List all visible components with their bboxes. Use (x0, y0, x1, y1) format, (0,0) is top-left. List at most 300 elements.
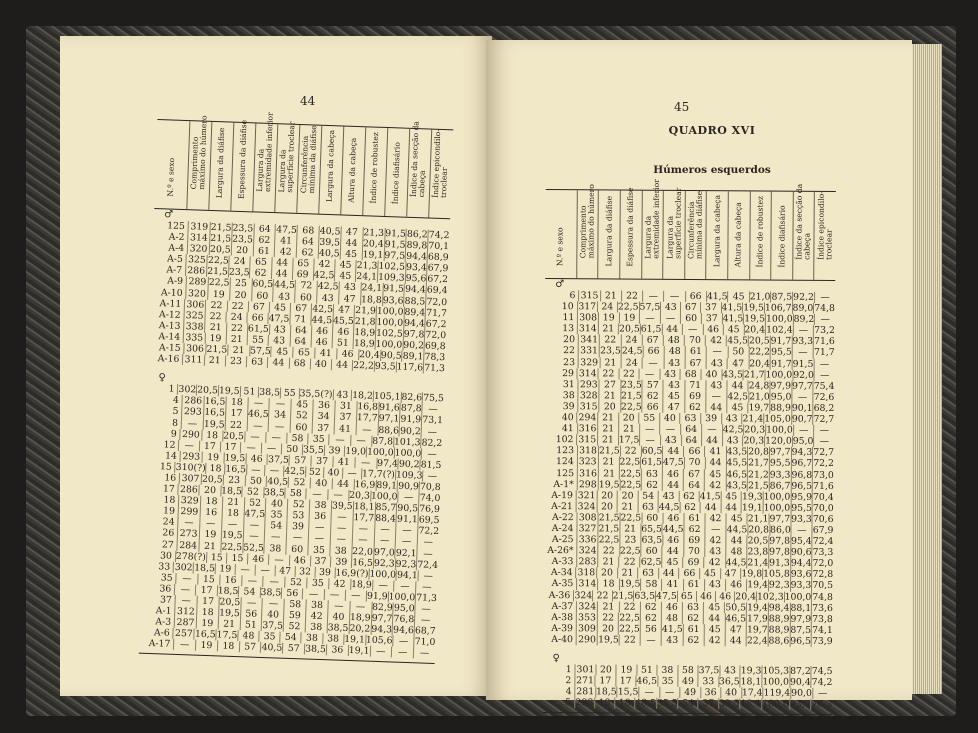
table-cell: 22 (598, 546, 619, 557)
table-cell: 302 (174, 561, 193, 574)
column-header (662, 187, 684, 279)
table-cell: 71 (289, 313, 310, 325)
table-cell: 105,0 (764, 413, 791, 425)
table-cell: 44 (703, 613, 724, 624)
table-cell: 30 (159, 549, 173, 562)
table-cell: 62 (641, 479, 662, 490)
table-cell: A-6 (153, 627, 170, 640)
table-cell: 44 (271, 257, 293, 269)
table-header (154, 112, 453, 219)
table-cell: 94,4 (403, 317, 425, 330)
table-cell: — (373, 535, 395, 547)
female-symbol: ♀ (552, 653, 560, 665)
table-cell: 71,3 (416, 592, 438, 604)
table-cell: 65,5 (641, 523, 662, 535)
table-cell: 87,5 (790, 624, 812, 636)
column-header-label: Largura da cabeça (324, 129, 337, 203)
table-cell: 45 (291, 399, 313, 411)
table-cell: 42,5 (722, 424, 744, 436)
table-cell: 70,1 (428, 240, 450, 253)
table-cell: 316 (577, 468, 598, 479)
table-cell: 60 (251, 290, 273, 302)
table-cell: — (660, 313, 681, 324)
table-cell: 72,4 (812, 535, 834, 548)
table-cell: 315 (578, 290, 599, 301)
table-cell: 32 (294, 566, 314, 578)
table-cell: 16,5 (225, 463, 247, 476)
table-cell: 40 (261, 609, 283, 621)
page-number: 44 (300, 94, 316, 108)
table-cell: — (323, 589, 345, 601)
table-cell: 45 (334, 260, 356, 272)
table-cell: 41,5 (699, 490, 721, 502)
table-cell: 73,6 (812, 602, 833, 614)
table-cell: 72,7 (813, 447, 835, 459)
table-cell: 100,0 (388, 591, 416, 604)
table-cell: 37 (310, 455, 332, 467)
table-cell: 18 (206, 463, 225, 475)
table-cell: 43,5 (722, 368, 743, 381)
table-cell: 37 (334, 412, 356, 424)
table-cell: 22,5 (619, 612, 640, 624)
table-cell: 94,6 (392, 624, 415, 637)
table-cell: 22,5 (620, 401, 642, 413)
table-row (543, 634, 833, 647)
table-cell: A-9 (167, 275, 184, 288)
table-cell: 321 (577, 489, 596, 502)
table-cell: 47 (338, 293, 360, 305)
table-cell: 17 (615, 676, 635, 687)
table-cell: 46 (702, 324, 723, 335)
table-cell: 19,5 (619, 578, 641, 591)
table-cell: A-16 (157, 353, 180, 366)
table-cell: 22,4 (746, 635, 768, 647)
table-cell: 21 (598, 324, 619, 335)
table-cell: 45,5 (727, 335, 748, 347)
table-cell: 89,0 (792, 302, 814, 314)
table-cell: 94,4 (404, 284, 426, 296)
table-cell: — (414, 614, 436, 626)
table-cell: 51 (636, 665, 657, 676)
table-cell: 40 (561, 412, 574, 424)
table-cell: 42,5 (727, 391, 749, 403)
table-cell: 39 (324, 445, 345, 457)
table-cell: 21 (198, 540, 220, 552)
column-header (727, 191, 749, 279)
table-cell: 273 (177, 528, 199, 540)
table-cell: 40 (310, 359, 332, 371)
table-cell: 37,5 (267, 453, 290, 466)
table-cell: 293 (181, 406, 203, 418)
table-cell: 47 (725, 624, 746, 635)
table-cell: 82,6 (401, 391, 423, 404)
table-cell: 50,5 (725, 601, 747, 614)
table-cell: 100,0 (762, 676, 790, 688)
table-cell: 17 (195, 585, 217, 597)
table-cell: 21,5 (747, 480, 769, 492)
table-cell: 18,8 (360, 293, 382, 306)
table-cell: 22,2 (749, 346, 771, 359)
table-cell: 87,8 (400, 402, 422, 415)
table-cell: 67 (680, 302, 700, 313)
table-cell: 40 (701, 369, 722, 380)
table-cell: 19,5 (598, 634, 619, 646)
table-cell: 43 (704, 580, 725, 591)
table-cell: — (421, 426, 443, 438)
table-cell: 91,1 (396, 513, 418, 526)
table-cell: 23,5 (228, 266, 250, 279)
table-cell: 41,5 (706, 291, 728, 303)
left-page (60, 36, 492, 696)
table-cell: 22,5 (221, 541, 243, 553)
table-cell: 43 (706, 358, 727, 369)
table-cell: 62 (249, 268, 270, 280)
table-cell: 37 (309, 555, 330, 567)
table-cell: 72,0 (812, 558, 834, 570)
table-cell: 47 (663, 402, 684, 413)
table-cell: 46,5 (636, 675, 658, 687)
table-cell: 22 (620, 446, 641, 457)
column-header (770, 192, 792, 280)
table-cell: 102,5 (378, 261, 406, 274)
table-cell: — (173, 639, 195, 651)
table-cell: 62 (682, 613, 703, 624)
table-cell: — (640, 635, 661, 646)
table-cell: 44 (726, 380, 747, 391)
table-cell: — (255, 564, 275, 576)
table-cell: 56 (240, 608, 262, 620)
table-cell: 257 (173, 628, 195, 640)
table-cell: 11 (562, 312, 575, 324)
table-cell: 81,5 (420, 459, 442, 471)
table-cell: 88,9 (770, 402, 791, 414)
table-cell: 21,8 (354, 315, 376, 328)
table-cell: 63 (641, 468, 662, 479)
table-cell: A-24 (551, 523, 574, 535)
table-cell: — (240, 442, 261, 454)
table-cell: 35 (258, 631, 280, 643)
table-cell: 21 (227, 345, 249, 357)
table-cell: 314 (578, 367, 597, 380)
table-cell: 21,5 (598, 523, 620, 535)
table-cell: 21 (598, 468, 619, 479)
table-cell: — (345, 590, 367, 602)
table-cell: 20 (563, 334, 576, 346)
column-header-label: Largura da diáfise (214, 127, 227, 199)
table-cell: 44,5 (726, 524, 748, 536)
table-cell: 306 (183, 343, 205, 355)
table-cell: 18,9 (353, 337, 375, 350)
table-cell: — (413, 648, 435, 660)
table-cell: 54 (279, 632, 301, 644)
table-cell: 92,3 (768, 579, 790, 592)
table-cell: 48 (237, 630, 259, 642)
table-cell: 63,5 (634, 590, 656, 602)
table-cell: 39,5 (319, 236, 341, 249)
table-cell: 91,9 (400, 414, 422, 426)
table-cell: A-11 (159, 297, 182, 310)
table-cell: 19,4 (747, 602, 768, 614)
table-cell: 91,7 (770, 358, 792, 370)
table-cell: 100,0 (762, 698, 789, 710)
table-cell: 54 (238, 586, 260, 598)
column-header (545, 190, 577, 278)
table-cell: 17 (196, 596, 218, 608)
table-cell: 20,5 (748, 335, 770, 347)
table-cell: 40,5 (267, 476, 289, 488)
table-cell: 57 (239, 642, 261, 654)
table-cell: 20 (618, 413, 639, 424)
table-cell: 100,0 (375, 338, 403, 351)
table-cell: 4 (565, 686, 572, 698)
table-cell: 19 (598, 313, 619, 324)
table-cell: 93,3 (769, 469, 791, 481)
table-cell: 46,5 (725, 612, 747, 625)
table-cell: 302 (178, 384, 197, 396)
table-cell: 93,3 (790, 580, 812, 592)
table-cell: 46 (336, 348, 358, 360)
table-cell: 44 (701, 435, 722, 446)
table-cell: 97,5 (384, 250, 406, 262)
table-cell: 67 (642, 335, 663, 346)
table-cell: 90,0 (791, 687, 812, 700)
table-cell: 329 (178, 495, 200, 507)
table-cell: 21,5 (612, 590, 634, 602)
table-cell: 20,4 (744, 324, 766, 336)
table-cell: 45,5 (726, 457, 748, 469)
column-header-label: Índice de robustez (368, 131, 381, 204)
table-cell: 21,0 (749, 391, 770, 403)
table-cell: 35,5(?) (299, 388, 333, 401)
table-cell: 5 (172, 406, 179, 418)
column-header-label: Largura da superfície troclear (664, 187, 683, 260)
table-cell: 42,5 (284, 465, 306, 478)
table-cell: 74,2 (811, 676, 833, 689)
table-cell: 318 (577, 567, 596, 579)
table-cell: 293 (180, 451, 202, 463)
table-cell: 90,2 (403, 339, 425, 352)
column-header-label: Altura da cabeça (733, 202, 744, 268)
table-cell: 19 (201, 452, 223, 464)
table-cell: 61 (685, 346, 706, 357)
table-cell: 22 (618, 368, 639, 379)
table-cell: 15,5 (617, 686, 639, 698)
column-header (598, 190, 620, 278)
table-cell: 46 (715, 591, 734, 602)
table-cell: 87,5 (771, 291, 793, 303)
table-cell: 93,3 (792, 336, 814, 348)
table-cell: 82,9 (371, 601, 393, 614)
table-cell: 47,5 (268, 312, 290, 325)
table-cell: 19,1 (348, 645, 370, 658)
table-cell: 102,4 (766, 324, 793, 337)
table-cell: 93,6 (790, 569, 812, 581)
table-cell: 21,5 (207, 266, 229, 278)
table-row (542, 697, 832, 710)
table-cell: 42,5 (317, 281, 339, 293)
table-cell: 94,4 (405, 250, 428, 263)
column-header (576, 184, 598, 278)
table-cell: 21 (599, 357, 620, 368)
table-cell: 69 (684, 391, 705, 402)
column-header-label: Índice diafisário (776, 205, 787, 268)
table-cell: 43 (659, 368, 680, 379)
column-header (384, 128, 409, 217)
column-header-label: Espessura da diáfise (625, 187, 636, 267)
table-cell: 18 (196, 607, 218, 619)
table-cell: 311 (182, 354, 204, 366)
table-cell: 100,0 (763, 502, 791, 514)
table-cell: 19 (619, 313, 640, 324)
table-cell: 72,0 (425, 329, 447, 342)
column-header-label: Comprimento máximo do húmero (578, 184, 597, 259)
table-cell: 307 (179, 473, 201, 485)
table-cell: 91,5 (384, 239, 406, 251)
table-cell: 286 (178, 484, 200, 496)
table-cell: 9 (170, 428, 178, 440)
table-cell: 21 (600, 290, 621, 301)
table-cell: 43,5 (726, 479, 748, 491)
table-cell: 62 (253, 235, 275, 247)
table-cell: 2 (565, 675, 572, 687)
table-cell: 38,5 (260, 586, 282, 599)
table-cell: 16,8 (357, 401, 379, 414)
table-cell: 43 (705, 380, 726, 391)
table-cell: 23,5 (621, 379, 642, 391)
table-cell: 91,5 (792, 358, 814, 370)
page-edges (912, 44, 942, 694)
table-cell: 22 (563, 345, 576, 357)
table-cell: 31 (562, 378, 575, 390)
table-cell: 52 (242, 486, 264, 498)
table-cell: 45 (728, 291, 749, 302)
table-cell: 20,3 (349, 489, 371, 502)
table-cell: 16 (164, 472, 177, 484)
table-cell: — (813, 425, 834, 436)
table-cell: — (416, 548, 438, 560)
table-cell: — (330, 534, 352, 546)
table-cell: 67 (683, 468, 704, 479)
table-cell: — (263, 576, 285, 588)
table-cell: — (264, 531, 286, 543)
table-cell: 22 (619, 557, 640, 568)
table-cell: 21 (225, 333, 247, 345)
table-cell: 45 (699, 568, 720, 579)
table-cell: 73,1 (422, 414, 444, 427)
table-cell: 61 (683, 579, 704, 590)
table-cell: A-25 (551, 534, 574, 546)
table-cell: 51 (332, 337, 354, 349)
table-cell: 69 (682, 557, 703, 568)
table-cell: 22 (226, 322, 248, 334)
table-cell: 97,8 (403, 328, 425, 341)
table-cell: A-7 (166, 264, 183, 277)
table-cell: 14 (164, 450, 178, 462)
table-cell: 42,5 (312, 303, 334, 315)
table-cell: 39 (330, 556, 351, 568)
table-cell: 20,5 (219, 596, 241, 609)
table-cell: 25 (229, 278, 251, 290)
table-cell: 18,5 (220, 485, 243, 498)
table-cell: 336 (577, 534, 598, 545)
table-cell: 96,5 (790, 635, 812, 647)
table-cell: — (350, 435, 372, 447)
table-cell: 71,6 (813, 480, 834, 492)
table-cell: 23,5 (600, 345, 621, 357)
table-cell: 38,5 (304, 643, 327, 656)
table-cell: 27 (161, 538, 174, 551)
table-cell: 21,4 (747, 557, 769, 569)
table-cell: 92,1 (395, 547, 417, 559)
table-cell: 21 (598, 457, 619, 468)
table-cell: 34 (268, 409, 290, 421)
table-cell: 18 (614, 698, 634, 709)
table-cell: — (177, 517, 199, 529)
table-cell: 55 (247, 334, 269, 346)
table-cell: 47 (727, 358, 748, 369)
table-cell: 43,5 (726, 446, 748, 458)
table-cell: 40 (265, 498, 287, 510)
table-cell: 39 (286, 521, 308, 533)
table-cell: 46 (696, 591, 715, 602)
table-cell: 70 (684, 457, 705, 468)
table-cell: 42 (704, 535, 725, 546)
table-cell: 41 (662, 579, 683, 590)
table-cell: 63 (637, 501, 658, 512)
table-cell: 36 (326, 645, 348, 657)
table-cell: 21 (597, 557, 618, 568)
table-cell: 18 (217, 641, 239, 653)
table-cell: 71,7 (425, 307, 448, 319)
table-cell: A-1 (155, 605, 172, 617)
table-cell: 22,5 (619, 545, 641, 557)
table-cell: 1 (565, 664, 572, 676)
table-cell: 19 (204, 333, 226, 345)
table-cell: — (792, 347, 813, 358)
column-header-label: Altura da cabeça (346, 137, 359, 204)
table-cell: 320 (187, 243, 209, 255)
table-cell: 97,9 (770, 380, 792, 392)
table-cell: 37,5 (262, 620, 284, 632)
table-cell: 89,2 (793, 313, 815, 326)
table-cell: 20 (199, 485, 221, 497)
table-cell: 66 (643, 346, 664, 357)
table-cell: 319 (188, 221, 210, 233)
table-cell: 38 (329, 545, 351, 557)
table-cell: 18 (201, 429, 223, 441)
table-cell: 46 (310, 336, 332, 348)
table-cell: 5 (564, 697, 571, 709)
table-cell: 44 (331, 359, 353, 371)
table-cell: 36 (159, 583, 172, 595)
column-header (706, 191, 728, 279)
table-cell: 41 (314, 348, 336, 360)
table-cell: 18,1 (740, 676, 762, 688)
table-cell: 341 (578, 335, 599, 346)
table-cell: 68 (297, 225, 319, 237)
table-cell: 88,9 (768, 613, 790, 625)
table-cell: 23 (223, 474, 245, 486)
table-cell: 325 (183, 310, 204, 322)
table-cell: 38 (657, 665, 678, 676)
table-cell: 54 (637, 490, 658, 501)
table-cell: 100,0 (366, 446, 394, 459)
table-cell: 43 (704, 546, 725, 557)
table-cell: 19,1 (362, 249, 384, 262)
table-cell: 75,5 (422, 392, 445, 405)
table-cell: 50 (281, 443, 302, 455)
table-cell: 93,5 (374, 360, 396, 373)
